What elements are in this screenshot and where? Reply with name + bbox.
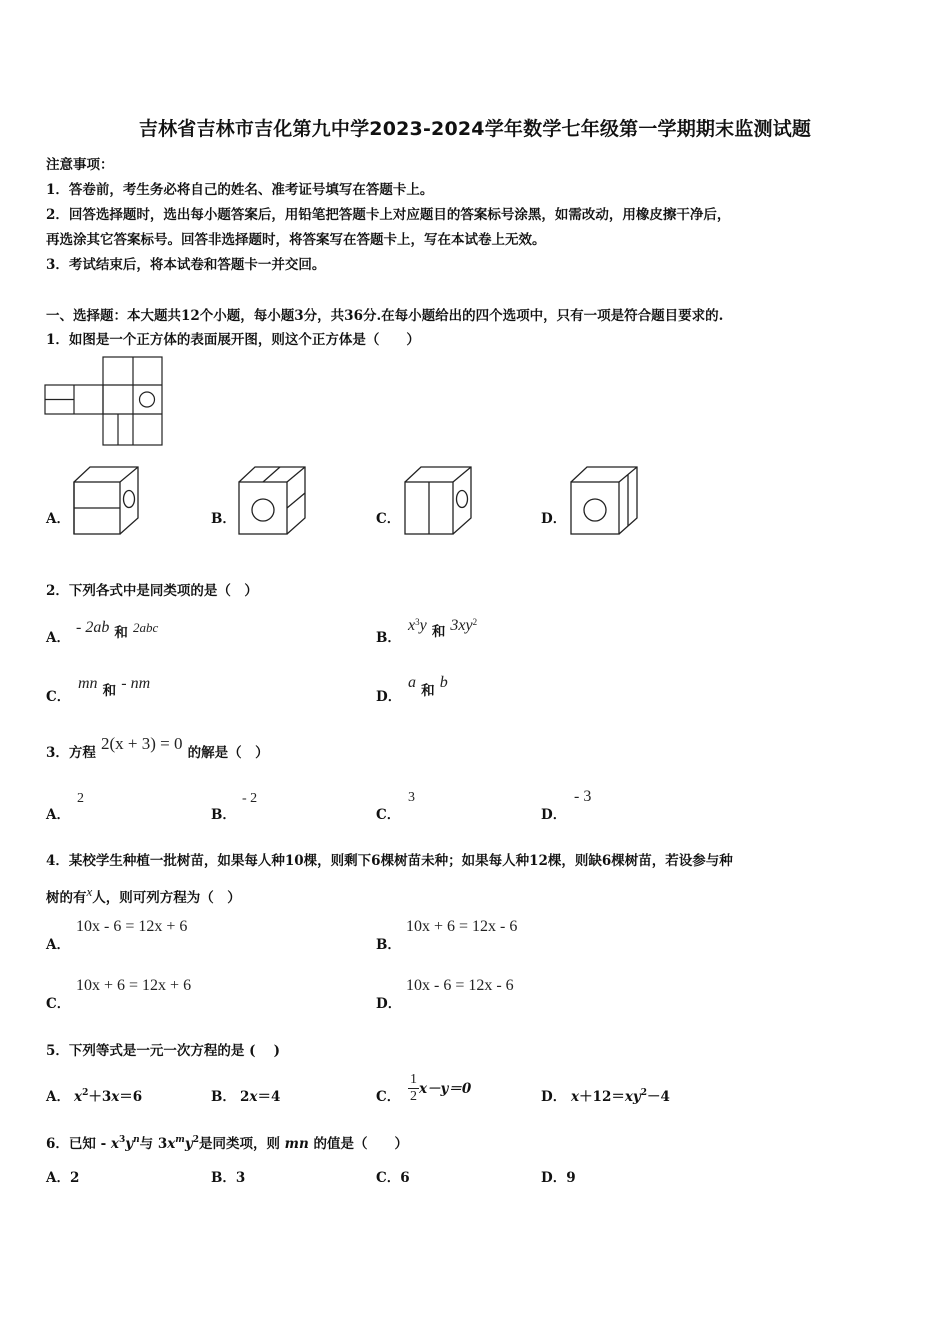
q2-option-c — [78, 672, 151, 699]
question-3-stem — [46, 733, 269, 761]
q5-option-b-label: B． — [211, 1089, 236, 1105]
q5-b-x: x — [249, 1089, 258, 1105]
q2-option-a — [76, 616, 159, 641]
q5-option-d-label: D． — [541, 1089, 567, 1105]
cube-option-b — [237, 465, 309, 537]
q4-option-b-equation: 10x + 6 = 12x - 6 — [406, 918, 518, 935]
q2-b-y: y — [419, 617, 427, 634]
q5-c-numerator: 1 — [410, 1072, 417, 1087]
q5-a-end: ＝6 — [119, 1089, 143, 1105]
q2-option-d — [408, 671, 448, 699]
q4-option-d-equation: 10x - 6 = 12x - 6 — [406, 977, 514, 994]
q2-c-term-2: - nm — [121, 675, 151, 692]
q2-a-and: 和 — [114, 625, 128, 641]
q6-y-exponent: n — [133, 1135, 140, 1145]
q5-option-c-label: C． — [376, 1089, 401, 1105]
section-heading: 一、选择题：本大题共12个小题，每小题3分，共36分.在每小题给出的四个选项中，只有一项是符合题目要求的. — [46, 308, 724, 324]
q2-b-x-exponent: 3 — [415, 617, 420, 627]
q6-option-c — [376, 1166, 410, 1186]
q5-b-coef: 2 — [240, 1089, 250, 1105]
q4-option-a-equation: 10x - 6 = 12x + 6 — [76, 918, 188, 935]
q5-option-a — [74, 1085, 142, 1105]
q2-option-d-label: D． — [376, 689, 402, 705]
q5-option-c — [408, 1072, 471, 1105]
q3-stem-prefix: 3．方程 — [46, 745, 96, 761]
q3-option-c-label: C． — [376, 807, 401, 823]
q2-b-and: 和 — [431, 624, 446, 640]
q2-b-y-exponent: 2 — [472, 617, 478, 627]
question-2-stem: 2．下列各式中是同类项的是（ ） — [46, 583, 258, 599]
q5-a-x2: x — [111, 1089, 120, 1105]
q5-a-x: x — [74, 1089, 83, 1105]
q3-option-a-label: A． — [46, 807, 70, 823]
q3-option-c-value: 3 — [408, 790, 415, 805]
cube-option-d — [569, 465, 641, 537]
q5-d-mid: ＋12＝ — [579, 1089, 625, 1105]
q3-option-d-label: D． — [541, 807, 567, 823]
q6-option-a-value: 2 — [69, 1170, 80, 1186]
q2-a-term-1: - 2ab — [76, 619, 110, 636]
q6-mid: 与 3 — [139, 1136, 168, 1152]
q6-post: 是同类项，则 — [198, 1136, 285, 1152]
q6-x: x — [110, 1136, 119, 1152]
q2-b-term-2: 3xy — [450, 617, 473, 634]
q6-option-c-value: 6 — [400, 1170, 410, 1186]
page-title: 吉林省吉林市吉化第九中学2023-2024学年数学七年级第一学期期末监测试题 — [138, 118, 812, 140]
q6-prefix: 6．已知 - — [46, 1136, 111, 1152]
question-4-line-1: 4．某校学生种植一批树苗，如果每人种10棵，则剩下6棵树苗未种；如果每人种12棵，则缺6棵树苗，若设参与种 — [46, 853, 733, 869]
q1-option-b-label: B． — [211, 511, 236, 527]
q5-c-rest: x－y＝0 — [419, 1081, 472, 1097]
q5-d-xy: xy — [624, 1089, 641, 1105]
q6-y: y — [125, 1136, 134, 1152]
q6-option-b — [211, 1166, 245, 1186]
q6-option-a — [46, 1166, 79, 1186]
question-6-stem — [46, 1132, 408, 1152]
q5-c-denominator: 2 — [410, 1089, 417, 1104]
q3-stem-suffix: 的解是（ ） — [187, 745, 269, 761]
q5-d-exponent: 2 — [640, 1088, 648, 1098]
q5-c-fraction — [408, 1072, 419, 1105]
q6-option-b-label: B． — [211, 1170, 236, 1186]
q2-d-term-1: a — [408, 674, 416, 691]
q6-mn: mn — [284, 1136, 309, 1152]
q5-a-exponent: 2 — [82, 1088, 89, 1098]
q5-option-b — [240, 1085, 280, 1105]
q4-option-b-label: B． — [376, 937, 401, 953]
q3-option-a-value: 2 — [77, 791, 84, 806]
q5-option-d — [571, 1085, 670, 1105]
q5-b-end: ＝4 — [257, 1089, 281, 1105]
q2-d-term-2: b — [439, 674, 448, 691]
q1-option-d-label: D． — [541, 511, 567, 527]
q2-c-and: 和 — [102, 683, 117, 699]
q2-b-x: x — [408, 617, 416, 634]
q6-option-b-value: 3 — [235, 1170, 246, 1186]
q5-option-a-label: A． — [46, 1089, 70, 1105]
q6-option-c-label: C． — [376, 1170, 401, 1186]
q2-option-b — [408, 614, 478, 640]
cube-net-figure — [44, 356, 166, 448]
q5-d-x: x — [571, 1089, 580, 1105]
cube-option-a — [72, 465, 144, 537]
q4-variable: x — [86, 884, 93, 899]
question-4-line-2 — [46, 880, 241, 906]
q3-option-b-label: B． — [211, 807, 236, 823]
q2-option-a-label: A． — [46, 630, 70, 646]
q2-c-term-1: mn — [78, 675, 98, 692]
q4-option-a-label: A． — [46, 937, 70, 953]
q3-equation: 2(x + 3) = 0 — [101, 734, 183, 753]
note-1: 1．答卷前，考生务必将自己的姓名、准考证号填写在答题卡上。 — [46, 182, 434, 198]
q6-x2-exponent: m — [175, 1135, 185, 1145]
note-3: 3．考试结束后，将本试卷和答题卡一并交回。 — [46, 257, 326, 273]
question-1-stem: 1．如图是一个正方体的表面展开图，则这个正方体是（ ） — [46, 332, 420, 348]
q6-end: 的值是（ ） — [308, 1136, 408, 1152]
q2-d-and: 和 — [421, 683, 435, 699]
q2-option-c-label: C． — [46, 689, 71, 705]
q2-option-b-label: B． — [376, 630, 401, 646]
q4-line-2-prefix: 树的有 — [46, 890, 87, 906]
q1-option-c-label: C． — [376, 511, 401, 527]
question-5-stem: 5．下列等式是一元一次方程的是 ( ) — [46, 1043, 281, 1059]
note-2-line-2: 再选涂其它答案标号。回答非选择题时，将答案写在答题卡上，写在本试卷上无效。 — [46, 232, 546, 248]
q3-option-d-value: - 3 — [574, 788, 592, 805]
q6-option-d-value: 9 — [566, 1170, 576, 1186]
cube-option-c — [403, 465, 475, 537]
q4-line-2-suffix: 人，则可列方程为（ ） — [92, 890, 241, 906]
note-2-line-1: 2．回答选择题时，选出每小题答案后，用铅笔把答题卡上对应题目的答案标号涂黑，如需改动，用橡皮擦干净后， — [46, 207, 731, 223]
q6-y2-exponent: 2 — [192, 1135, 199, 1145]
q4-option-c-equation: 10x + 6 = 12x + 6 — [76, 977, 192, 994]
q3-option-b-value: - 2 — [242, 791, 258, 806]
q6-x2: x — [167, 1136, 176, 1152]
q6-x-exponent: 3 — [118, 1135, 126, 1145]
q6-option-d — [541, 1166, 576, 1186]
q4-option-d-label: D． — [376, 996, 402, 1012]
q2-a-term-2: 2abc — [133, 620, 159, 635]
notes-heading: 注意事项： — [46, 157, 114, 173]
q1-option-a-label: A． — [46, 511, 70, 527]
q6-option-a-label: A． — [46, 1170, 70, 1186]
q5-d-end: －4 — [647, 1089, 670, 1105]
q6-option-d-label: D． — [541, 1170, 567, 1186]
q5-a-plus: ＋3 — [88, 1089, 112, 1105]
q4-option-c-label: C． — [46, 996, 71, 1012]
q6-y2: y — [184, 1136, 193, 1152]
